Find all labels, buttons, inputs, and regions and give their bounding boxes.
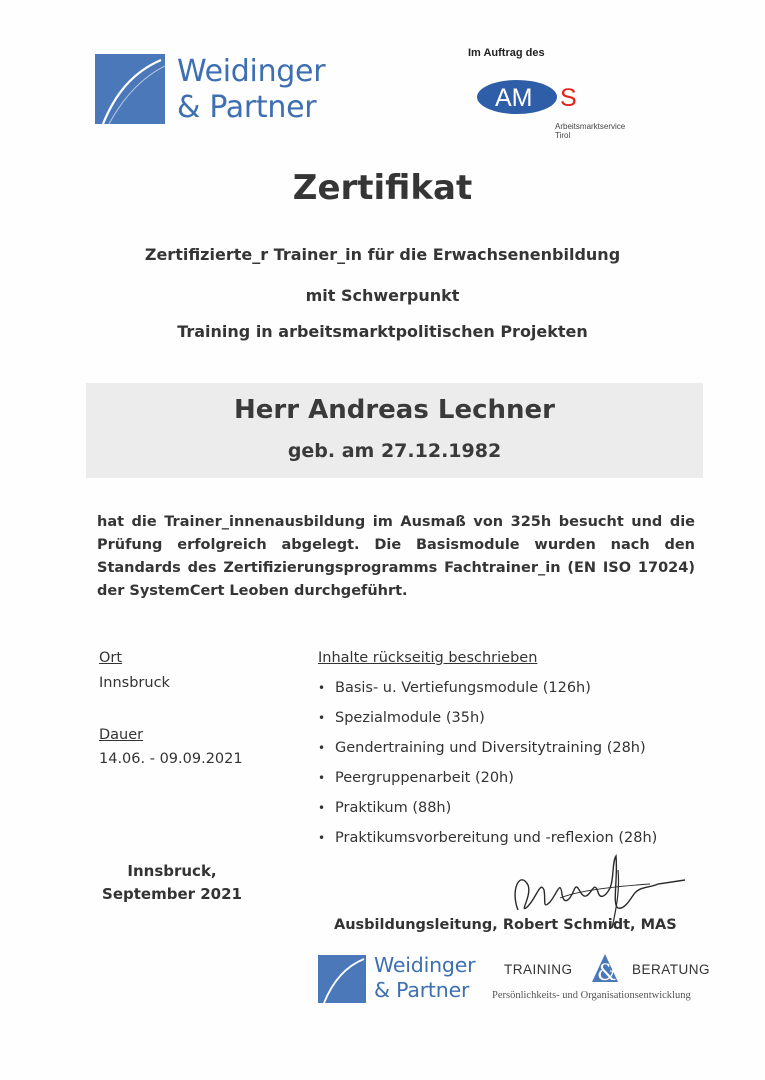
list-item: [318, 768, 657, 798]
weidinger-partner-logo-small: [318, 953, 498, 1005]
bullet-icon: •: [318, 801, 326, 815]
tb-training: TRAINING: [504, 962, 573, 977]
certificate-title: Zertifikat: [292, 168, 473, 208]
ams-sub-line2: Tirol: [555, 131, 571, 140]
list-item: [318, 798, 657, 828]
tb-beratung: BERATUNG: [632, 962, 711, 977]
ams-sub-line1: Arbeitsmarktservice: [555, 122, 626, 131]
subtitle-line1: Zertifizierte_r Trainer_in für die Erwachsenenbildung: [144, 245, 621, 264]
list-item-text: Basis- u. Vertiefungsmodule (126h): [335, 680, 591, 696]
recipient-name: Herr Andreas Lechner: [234, 395, 555, 425]
logo-line1: Weidinger: [374, 953, 476, 977]
bullet-icon: •: [318, 771, 326, 785]
ort-value: Innsbruck: [99, 675, 170, 691]
ams-block: [465, 47, 685, 147]
logo-line1: Weidinger: [177, 54, 326, 89]
place-date: [92, 860, 252, 906]
bullet-icon: •: [318, 681, 326, 695]
list-item-text: Praktikum (88h): [335, 800, 452, 816]
list-item: [318, 708, 657, 738]
dauer-label: Dauer: [99, 727, 144, 743]
logo-text-small: [374, 953, 475, 1003]
ams-subtitle: [555, 122, 625, 140]
list-item-text: Gendertraining und Diversitytraining (28h): [335, 740, 646, 756]
ams-logo-icon: [475, 77, 595, 117]
tb-subtitle: Persönlichkeits- und Organisationsentwicklung: [492, 990, 691, 1001]
ams-logo-am: AM: [495, 84, 533, 112]
dauer-value: 14.06. - 09.09.2021: [99, 751, 243, 767]
logo-line2: & Partner: [374, 978, 470, 1002]
subtitle-line2: mit Schwerpunkt: [305, 286, 460, 305]
bullet-icon: •: [318, 741, 326, 755]
logo-line2: & Partner: [177, 90, 317, 125]
recipient-box: [86, 383, 703, 478]
ams-logo-s: S: [560, 84, 577, 112]
certificate-body: hat die Trainer_innenausbildung im Ausmaß von 325h besucht und die Prüfung erfolgreich abgelegt. Die Basismodule wurden nach den Standards des Zertifizierungsprogramms Fachtrainer_in (EN ISO 17024) der SystemCert Leoben durchgeführt.: [97, 514, 695, 599]
logo-swoosh-icon: [95, 54, 165, 124]
training-beratung-logo: [492, 952, 722, 1007]
ort-label: Ort: [99, 650, 123, 666]
signatory: Ausbildungsleitung, Robert Schmidt, MAS: [334, 917, 677, 933]
list-item: [318, 678, 657, 708]
ampersand-icon: [588, 952, 622, 986]
bullet-icon: •: [318, 711, 326, 725]
subtitle-line3: Training in arbeitsmarktpolitischen Projekten: [177, 322, 588, 341]
place-line2: September 2021: [102, 885, 242, 903]
inhalte-label: Inhalte rückseitig beschrieben: [318, 650, 538, 666]
bullet-icon: •: [318, 831, 326, 845]
ams-prefix: Im Auftrag des: [468, 47, 545, 59]
place-line1: Innsbruck,: [127, 862, 217, 880]
weidinger-partner-logo: [95, 54, 355, 132]
list-item-text: Praktikumsvorbereitung und -reflexion (28h): [335, 830, 658, 846]
list-item: [318, 738, 657, 768]
list-item-text: Spezialmodule (35h): [335, 710, 485, 726]
recipient-birth: geb. am 27.12.1982: [287, 440, 502, 462]
svg-text:&: &: [597, 961, 617, 986]
list-item-text: Peergruppenarbeit (20h): [335, 770, 514, 786]
inhalte-list: [318, 678, 657, 858]
logo-swoosh-icon: [318, 955, 366, 1003]
logo-text: [177, 54, 325, 126]
